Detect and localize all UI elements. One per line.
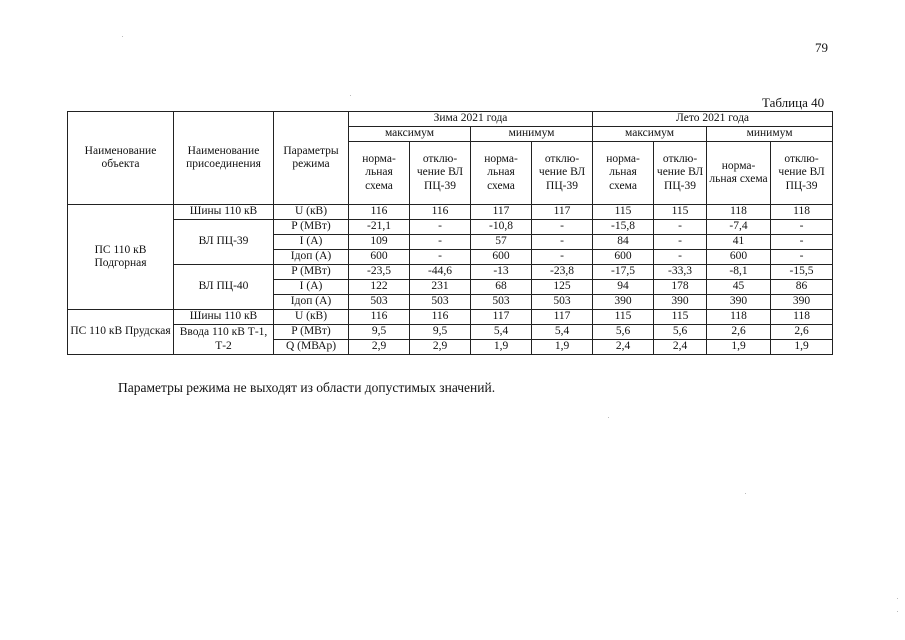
value-cell: -33,3 (654, 265, 707, 280)
value-cell: - (654, 250, 707, 265)
value-cell: - (410, 235, 471, 250)
value-cell: 600 (707, 250, 771, 265)
value-cell: - (771, 250, 833, 265)
header-sub-1: норма-льная схема (349, 142, 410, 205)
param-cell: Iдоп (A) (274, 250, 349, 265)
value-cell: 5,4 (471, 325, 532, 340)
table-row (68, 205, 833, 220)
value-cell: 503 (349, 295, 410, 310)
object-cell: ПС 110 кВ Прудская (68, 310, 174, 355)
value-cell: 390 (707, 295, 771, 310)
value-cell: 94 (593, 280, 654, 295)
value-cell: 178 (654, 280, 707, 295)
value-cell: -17,5 (593, 265, 654, 280)
value-cell: 1,9 (532, 340, 593, 355)
value-cell: 503 (410, 295, 471, 310)
scan-speck (897, 611, 898, 612)
header-summer: Лето 2021 года (593, 112, 833, 127)
value-cell: 109 (349, 235, 410, 250)
value-cell: 503 (532, 295, 593, 310)
connection-cell: Шины 110 кВ (174, 310, 274, 325)
value-cell: -15,8 (593, 220, 654, 235)
scan-speck (897, 598, 898, 599)
header-summer-max: максимум (593, 127, 707, 142)
param-cell: I (A) (274, 280, 349, 295)
value-cell: -23,5 (349, 265, 410, 280)
param-cell: U (кВ) (274, 205, 349, 220)
header-row-season (68, 112, 833, 127)
param-cell: P (МВт) (274, 220, 349, 235)
value-cell: 125 (532, 280, 593, 295)
value-cell: - (532, 250, 593, 265)
value-cell: - (532, 235, 593, 250)
header-sub-6: отклю-чение ВЛ ПЦ-39 (654, 142, 707, 205)
value-cell: 5,6 (654, 325, 707, 340)
header-winter-min: минимум (471, 127, 593, 142)
value-cell: 115 (654, 310, 707, 325)
value-cell: 117 (471, 205, 532, 220)
value-cell: 390 (654, 295, 707, 310)
value-cell: 118 (707, 205, 771, 220)
scan-speck (350, 95, 351, 96)
value-cell: 117 (532, 310, 593, 325)
value-cell: 2,4 (654, 340, 707, 355)
value-cell: - (410, 220, 471, 235)
value-cell: 84 (593, 235, 654, 250)
connection-cell: Ввода 110 кВ Т-1, Т-2 (174, 325, 274, 355)
value-cell: 122 (349, 280, 410, 295)
value-cell: 2,9 (410, 340, 471, 355)
header-summer-min: минимум (707, 127, 833, 142)
header-params: Параметры режима (274, 112, 349, 205)
param-cell: I (A) (274, 235, 349, 250)
value-cell: 5,4 (532, 325, 593, 340)
header-connection: Наименование присоединения (174, 112, 274, 205)
value-cell: 390 (593, 295, 654, 310)
value-cell: 9,5 (410, 325, 471, 340)
value-cell: -23,8 (532, 265, 593, 280)
header-winter-max: максимум (349, 127, 471, 142)
value-cell: 600 (471, 250, 532, 265)
header-winter: Зима 2021 года (349, 112, 593, 127)
value-cell: -10,8 (471, 220, 532, 235)
value-cell: 2,9 (349, 340, 410, 355)
value-cell: 9,5 (349, 325, 410, 340)
value-cell: 2,4 (593, 340, 654, 355)
connection-cell: ВЛ ПЦ-40 (174, 265, 274, 310)
object-cell: ПС 110 кВ Подгорная (68, 205, 174, 310)
value-cell: - (771, 235, 833, 250)
value-cell: 1,9 (471, 340, 532, 355)
value-cell: 117 (532, 205, 593, 220)
value-cell: - (771, 220, 833, 235)
value-cell: 115 (593, 205, 654, 220)
value-cell: 1,9 (707, 340, 771, 355)
table-row (68, 310, 833, 325)
page-number: 79 (815, 40, 828, 55)
value-cell: 115 (654, 205, 707, 220)
connection-cell: Шины 110 кВ (174, 205, 274, 220)
value-cell: 117 (471, 310, 532, 325)
scan-speck (745, 493, 746, 494)
value-cell: 2,6 (707, 325, 771, 340)
value-cell: -21,1 (349, 220, 410, 235)
header-sub-2: отклю-чение ВЛ ПЦ-39 (410, 142, 471, 205)
value-cell: 116 (410, 310, 471, 325)
param-cell: Q (МВАр) (274, 340, 349, 355)
header-sub-3: норма-льная схема (471, 142, 532, 205)
value-cell: 118 (771, 205, 833, 220)
value-cell: 231 (410, 280, 471, 295)
table-row (68, 220, 833, 235)
value-cell: -8,1 (707, 265, 771, 280)
header-sub-8: отклю-чение ВЛ ПЦ-39 (771, 142, 833, 205)
value-cell: 503 (471, 295, 532, 310)
value-cell: -13 (471, 265, 532, 280)
value-cell: -15,5 (771, 265, 833, 280)
param-cell: P (МВт) (274, 265, 349, 280)
table-row (68, 325, 833, 340)
header-sub-4: отклю-чение ВЛ ПЦ-39 (532, 142, 593, 205)
value-cell: 116 (349, 310, 410, 325)
value-cell: 118 (707, 310, 771, 325)
value-cell: -44,6 (410, 265, 471, 280)
table-caption: Таблица 40 (762, 95, 825, 110)
value-cell: 68 (471, 280, 532, 295)
value-cell: - (410, 250, 471, 265)
param-cell: Iдоп (A) (274, 295, 349, 310)
value-cell: 600 (593, 250, 654, 265)
header-object: Наименование объекта (68, 112, 174, 205)
value-cell: 5,6 (593, 325, 654, 340)
value-cell: 1,9 (771, 340, 833, 355)
header-sub-5: норма-льная схема (593, 142, 654, 205)
value-cell: 600 (349, 250, 410, 265)
connection-cell: ВЛ ПЦ-39 (174, 220, 274, 265)
value-cell: 57 (471, 235, 532, 250)
value-cell: -7,4 (707, 220, 771, 235)
value-cell: - (654, 220, 707, 235)
value-cell: 2,6 (771, 325, 833, 340)
param-cell: P (МВт) (274, 325, 349, 340)
value-cell: 86 (771, 280, 833, 295)
value-cell: 118 (771, 310, 833, 325)
value-cell: 115 (593, 310, 654, 325)
table-row (68, 265, 833, 280)
header-sub-7: норма-льная схема (707, 142, 771, 205)
value-cell: 390 (771, 295, 833, 310)
footer-note: Параметры режима не выходят из области допустимых значений. (118, 380, 496, 395)
scan-speck (608, 417, 609, 418)
param-cell: U (кВ) (274, 310, 349, 325)
value-cell: 116 (349, 205, 410, 220)
value-cell: 41 (707, 235, 771, 250)
parameters-table (67, 111, 833, 355)
value-cell: - (654, 235, 707, 250)
value-cell: - (532, 220, 593, 235)
scan-speck (122, 36, 123, 37)
value-cell: 116 (410, 205, 471, 220)
value-cell: 45 (707, 280, 771, 295)
